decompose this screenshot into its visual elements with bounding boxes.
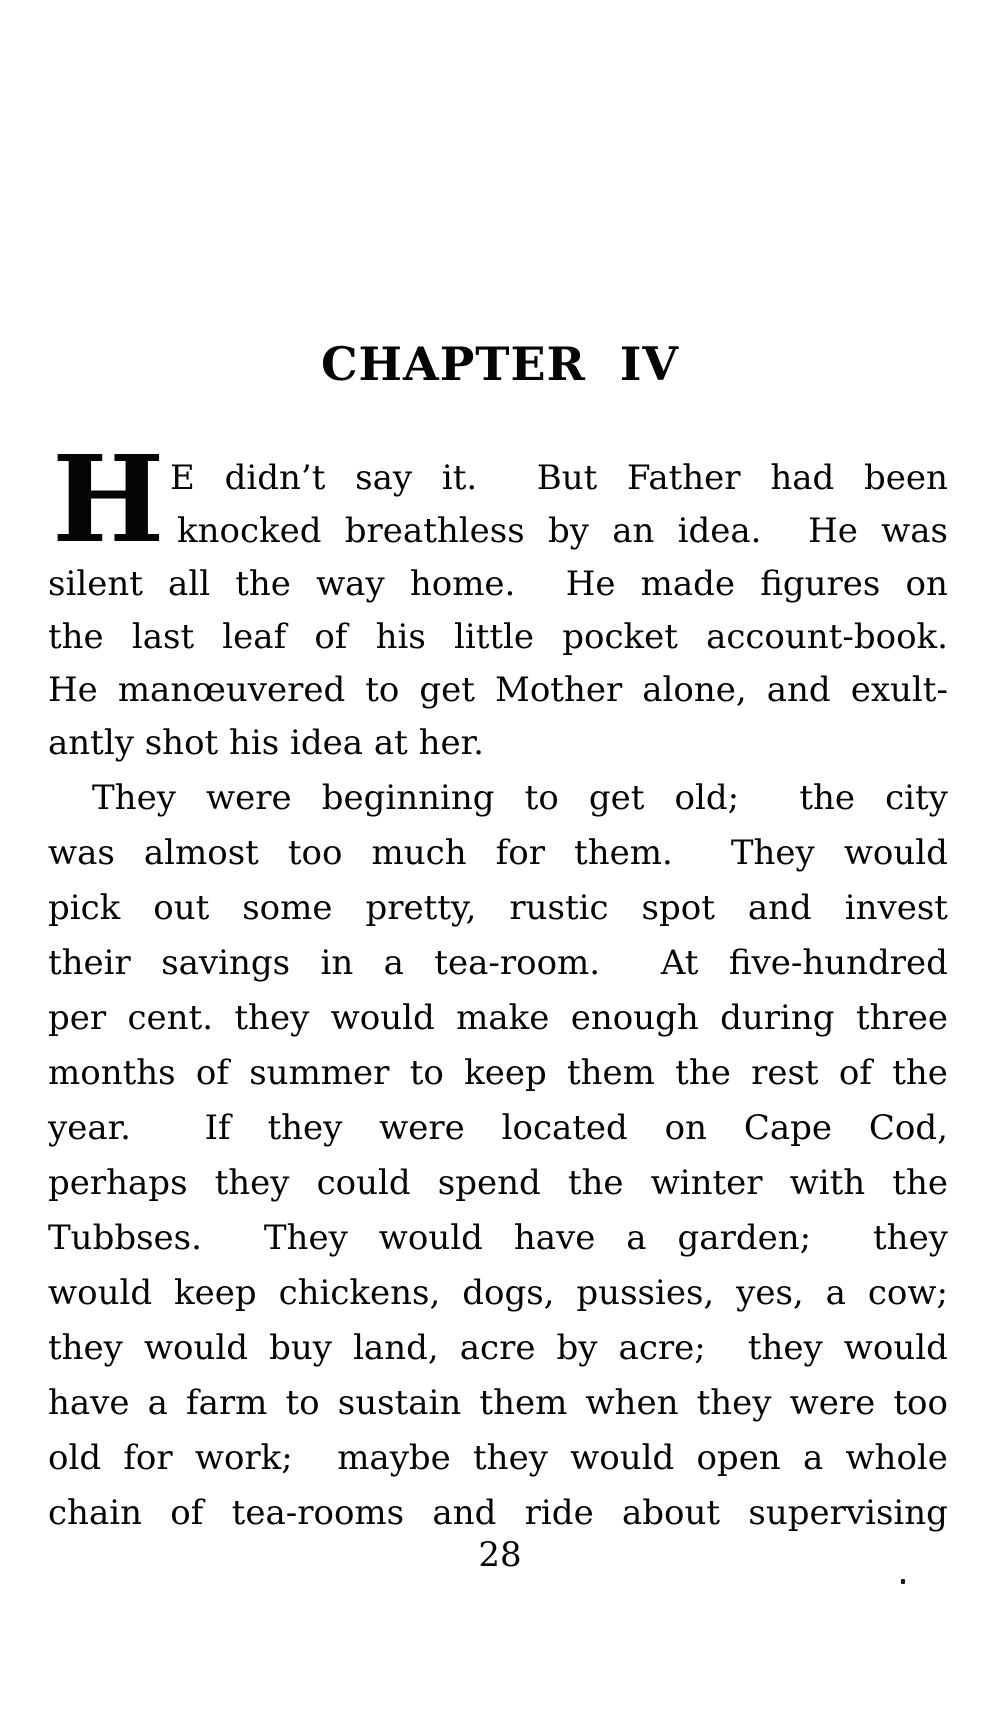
text-line: per cent. they would make enough during three (48, 998, 948, 1038)
text-line: He manœuvered to get Mother alone, and exult- (48, 670, 948, 710)
text-line: months of summer to keep them the rest of the (48, 1053, 948, 1093)
text-line: pick out some pretty, rustic spot and invest (48, 888, 948, 928)
text-line: year. If they were located on Cape Cod, (48, 1108, 948, 1148)
text-line: perhaps they could spend the winter with the (48, 1163, 948, 1203)
text-line: chain of tea-rooms and ride about supervising (48, 1493, 948, 1533)
text-line: antly shot his idea at her. (48, 723, 484, 763)
text-line: the last leaf of his little pocket account-book. (48, 617, 948, 657)
text-line: their savings in a tea-room. At five-hundred (48, 943, 948, 983)
drop-cap: H (52, 430, 165, 570)
page-number: 28 (478, 1535, 522, 1575)
text-line: They were beginning to get old; the city (92, 778, 948, 818)
text-line: silent all the way home. He made figures on (48, 564, 948, 604)
text-line: Tubbses. They would have a garden; they (48, 1218, 948, 1258)
text-line: would keep chickens, dogs, pussies, yes, a cow; (48, 1273, 948, 1313)
chapter-heading: CHAPTER IV (320, 337, 680, 391)
text-line: they would buy land, acre by acre; they would (48, 1328, 948, 1368)
text-line: knocked breathless by an idea. He was (177, 511, 948, 551)
text-line: was almost too much for them. They would (48, 833, 948, 873)
ink-speck (901, 1579, 905, 1584)
text-line: have a farm to sustain them when they were too (48, 1383, 948, 1423)
text-line: E didn’t say it. But Father had been (170, 458, 948, 498)
text-line: old for work; maybe they would open a whole (48, 1438, 948, 1478)
